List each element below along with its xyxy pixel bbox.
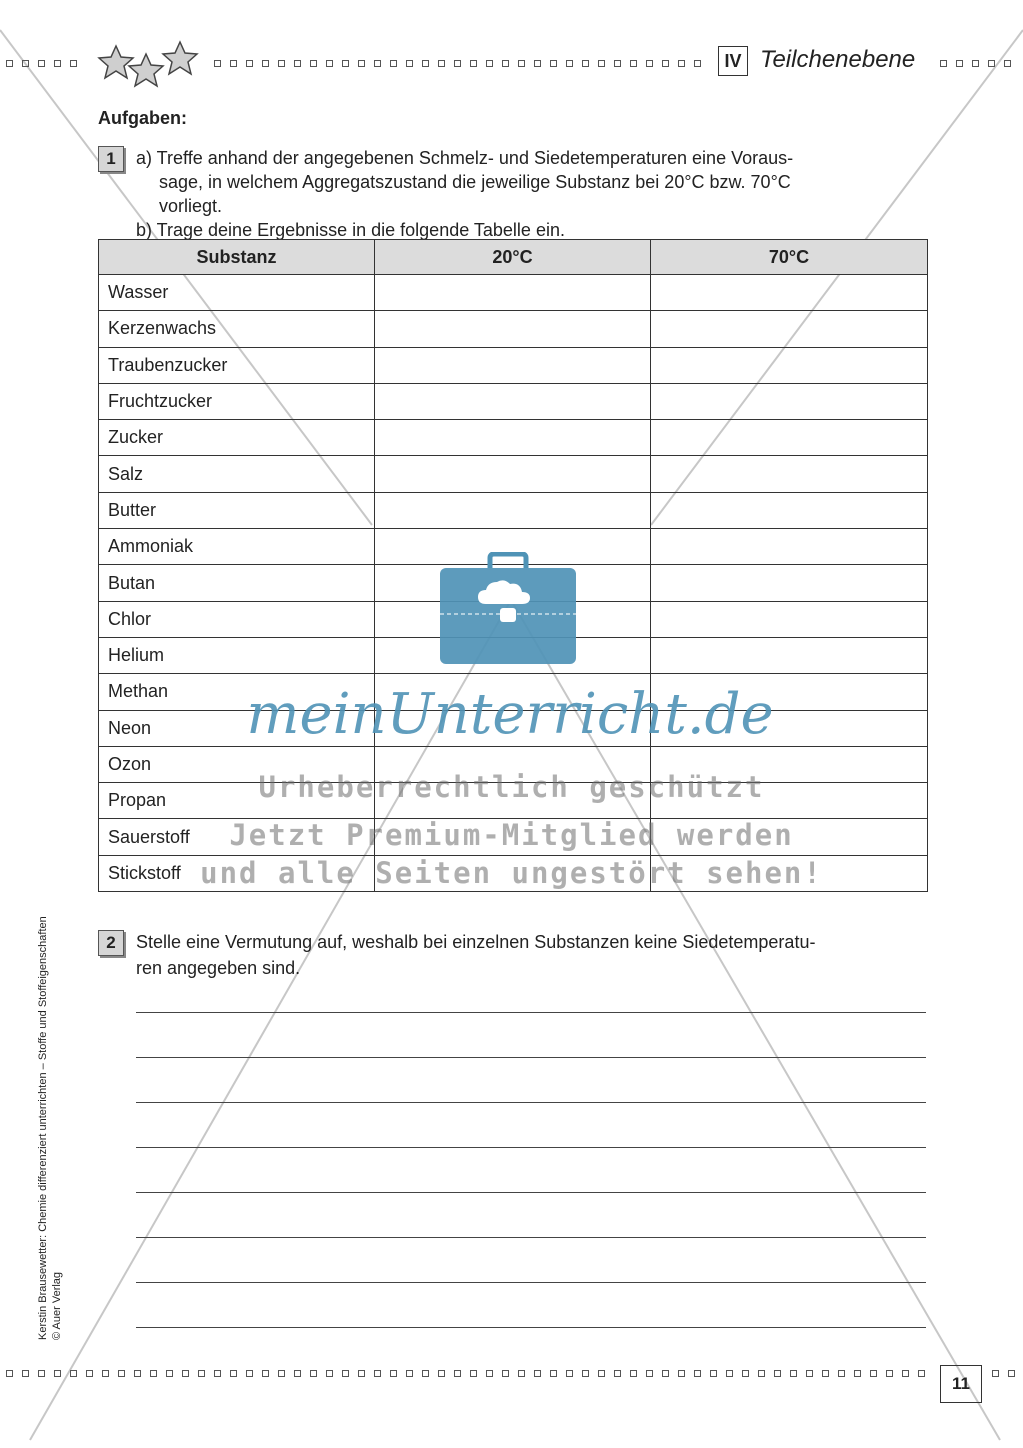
task1-a-line1: a) Treffe anhand der angegebenen Schmelz- und Siedetemperaturen eine Voraus-	[136, 148, 794, 168]
answer-cell-70c[interactable]	[651, 275, 928, 311]
answer-cell-70c[interactable]	[651, 456, 928, 492]
substance-name: Butter	[99, 492, 375, 528]
substance-name: Neon	[99, 710, 375, 746]
table-row	[99, 311, 928, 347]
header-70c: 70°C	[651, 240, 928, 275]
answer-cell-20c[interactable]	[375, 275, 651, 311]
side-credit-line2: © Auer Verlag	[51, 1271, 63, 1340]
answer-cell-20c[interactable]	[375, 420, 651, 456]
watermark-line3: und alle Seiten ungestört sehen!	[200, 856, 823, 890]
answer-cell-20c[interactable]	[375, 347, 651, 383]
table-row	[99, 492, 928, 528]
substance-name: Ammoniak	[99, 529, 375, 565]
bottom-dotted-border	[0, 1368, 930, 1378]
table-row	[99, 275, 928, 311]
task-number-1: 1	[98, 146, 124, 172]
substance-name: Helium	[99, 637, 375, 673]
side-credit	[36, 850, 76, 1340]
substance-name: Traubenzucker	[99, 347, 375, 383]
watermark-line2: Jetzt Premium-Mitglied werden	[229, 818, 794, 852]
answer-cell-70c[interactable]	[651, 383, 928, 419]
answer-cell-20c[interactable]	[375, 311, 651, 347]
task2-line1: Stelle eine Vermutung auf, weshalb bei einzelnen Substanzen keine Siedetemperatu-	[136, 932, 816, 952]
answer-cell-70c[interactable]	[651, 637, 928, 673]
answer-cell-70c[interactable]	[651, 529, 928, 565]
answer-line[interactable]	[136, 1057, 926, 1058]
side-credit-line1: Kerstin Brausewetter: Chemie differenziert unterrichten – Stoffe und Stoffeigenschaften	[37, 916, 49, 1340]
substance-name: Methan	[99, 674, 375, 710]
table-row	[99, 456, 928, 492]
unit-badge: IV	[718, 46, 748, 76]
substance-name: Zucker	[99, 420, 375, 456]
answer-line[interactable]	[136, 1147, 926, 1148]
answer-line[interactable]	[136, 1012, 926, 1013]
task1-b: b) Trage deine Ergebnisse in die folgende Tabelle ein.	[136, 220, 565, 240]
task2-line2: ren angegeben sind.	[136, 958, 301, 978]
table-row	[99, 383, 928, 419]
answer-cell-70c[interactable]	[651, 420, 928, 456]
task1-a-line3: vorliegt.	[159, 196, 223, 216]
watermark-line1: Urheberrechtlich geschützt	[258, 770, 765, 804]
answer-cell-20c[interactable]	[375, 383, 651, 419]
answer-line[interactable]	[136, 1237, 926, 1238]
table-row	[99, 347, 928, 383]
substance-name: Stickstoff	[99, 855, 375, 891]
substance-name: Kerzenwachs	[99, 311, 375, 347]
page-number: 11	[940, 1365, 982, 1403]
answer-line[interactable]	[136, 1282, 926, 1283]
substance-name: Ozon	[99, 746, 375, 782]
answer-cell-70c[interactable]	[651, 311, 928, 347]
header-20c: 20°C	[375, 240, 651, 275]
watermark-brand: meinUnterricht.de	[246, 682, 774, 747]
task-number-2: 2	[98, 930, 124, 956]
substance-name: Fruchtzucker	[99, 383, 375, 419]
answer-cell-20c[interactable]	[375, 492, 651, 528]
answer-cell-70c[interactable]	[651, 492, 928, 528]
header-substanz: Substanz	[99, 240, 375, 275]
substance-name: Wasser	[99, 275, 375, 311]
top-dotted-border-right	[940, 58, 1023, 68]
answer-line[interactable]	[136, 1102, 926, 1103]
answer-line[interactable]	[136, 1192, 926, 1193]
unit-title: Teilchenebene	[760, 46, 916, 73]
answer-cell-70c[interactable]	[651, 601, 928, 637]
substance-name: Sauerstoff	[99, 819, 375, 855]
answer-cell-20c[interactable]	[375, 456, 651, 492]
difficulty-stars-icon	[96, 40, 206, 88]
substance-name: Chlor	[99, 601, 375, 637]
answer-cell-70c[interactable]	[651, 565, 928, 601]
task1-a-line2: sage, in welchem Aggregatszustand die jeweilige Substanz bei 20°C bzw. 70°C	[159, 172, 791, 192]
substance-name: Salz	[99, 456, 375, 492]
answer-cell-70c[interactable]	[651, 347, 928, 383]
section-heading: Aufgaben:	[98, 108, 187, 128]
answer-line[interactable]	[136, 1327, 926, 1328]
briefcase-cloud-icon	[438, 552, 578, 666]
bottom-dotted-border-right	[992, 1368, 1023, 1378]
substance-name: Propan	[99, 783, 375, 819]
substance-name: Butan	[99, 565, 375, 601]
table-row	[99, 420, 928, 456]
